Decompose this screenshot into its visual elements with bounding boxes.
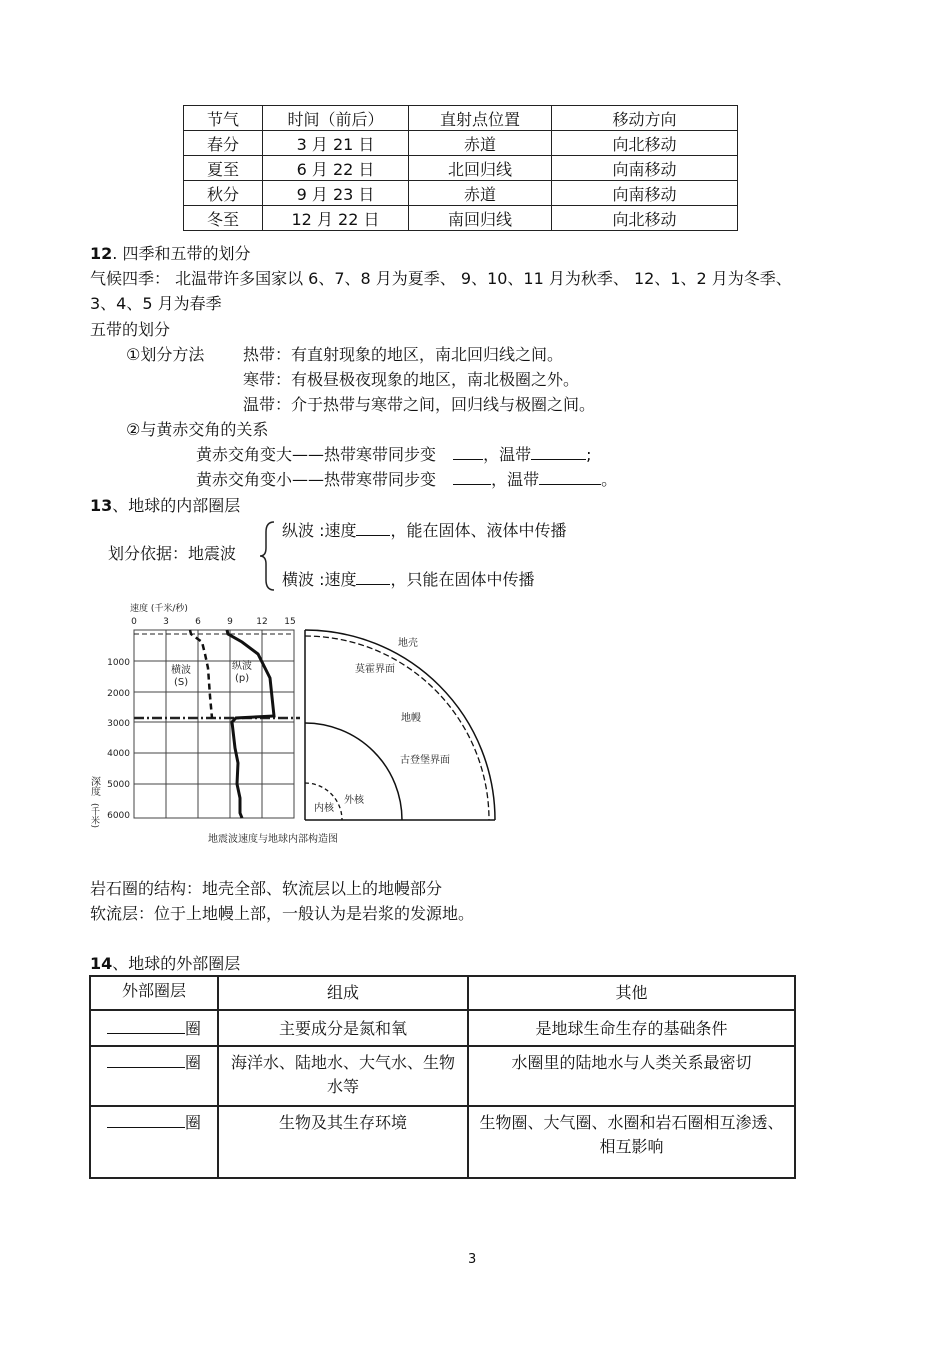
lithosphere-text: 岩石圈的结构：地壳全部、软流层以上的地幔部分 xyxy=(90,879,443,898)
y-tick-label: 5000 xyxy=(107,780,130,790)
sphere-suffix: 圈 xyxy=(184,1113,201,1132)
seismic-wave-figure xyxy=(90,598,510,848)
moho-label: 莫霍界面 xyxy=(355,664,395,675)
x-tick-label: 15 xyxy=(284,617,296,627)
table-cell: 3 月 21 日 xyxy=(263,131,409,156)
section-13-heading xyxy=(90,494,240,518)
outer-core-label: 外核 xyxy=(344,795,364,806)
section-number: 12 xyxy=(90,244,113,263)
table-cell: 海洋水、陆地水、大气水、生物水等 xyxy=(218,1046,468,1106)
earth-structure-diagram xyxy=(305,630,495,820)
answer-blank[interactable] xyxy=(356,570,390,585)
x-tick-label: 9 xyxy=(227,617,233,627)
table-cell: 9 月 23 日 xyxy=(263,181,409,206)
section-number: 13 xyxy=(90,496,113,515)
punctuation: ; xyxy=(586,445,592,464)
table-row xyxy=(90,1106,795,1178)
sphere-suffix: 圈 xyxy=(184,1053,201,1072)
sphere-suffix: 圈 xyxy=(184,1019,201,1038)
y-tick-label: 6000 xyxy=(107,811,130,821)
section-title: . 四季和五带的划分 xyxy=(112,244,251,263)
p-wave-label: 纵波 xyxy=(232,661,252,672)
x-tick-label: 6 xyxy=(195,617,201,627)
table-cell xyxy=(90,1106,218,1178)
temperate-zone-text: 温带：介于热带与寒带之间，回归线与极圈之间。 xyxy=(243,395,596,414)
obliquity-text: ，温带 xyxy=(491,470,540,489)
table-cell: 春分 xyxy=(184,131,263,156)
p-wave-text: 纵波 :速度 xyxy=(282,521,357,540)
brace-icon xyxy=(258,520,278,592)
s-wave-label: 横波 xyxy=(171,665,191,676)
gutenberg-label: 古登堡界面 xyxy=(400,755,450,766)
obliquity-increase-line xyxy=(196,443,592,467)
x-tick-label: 12 xyxy=(256,617,268,627)
obliquity-text: ，温带 xyxy=(483,445,532,464)
answer-blank[interactable] xyxy=(107,1017,185,1034)
p-wave-text: ，能在固体、液体中传播 xyxy=(390,521,567,540)
header-cell: 其他 xyxy=(468,976,795,1010)
table-row xyxy=(90,1046,795,1106)
y-tick-label: 1000 xyxy=(107,658,130,668)
table-row xyxy=(184,131,738,156)
table-cell: 南回归线 xyxy=(409,206,552,231)
table-cell: 主要成分是氮和氧 xyxy=(218,1010,468,1046)
header-cell: 移动方向 xyxy=(552,106,738,131)
header-cell: 时间（前后） xyxy=(263,106,409,131)
mantle-label: 地幔 xyxy=(401,713,421,724)
header-cell: 直射点位置 xyxy=(409,106,552,131)
relation-title: ②与黄赤交角的关系 xyxy=(126,420,269,439)
table-cell xyxy=(90,1046,218,1106)
section-12-heading xyxy=(90,242,250,266)
table-cell xyxy=(90,1010,218,1046)
table-cell: 生物及其生存环境 xyxy=(218,1106,468,1178)
section-title: 、地球的外部圈层 xyxy=(112,954,241,973)
s-wave-text: ，只能在固体中传播 xyxy=(390,570,535,589)
obliquity-text: 黄赤交角变大——热带寒带同步变 xyxy=(196,445,437,464)
table-cell: 水圈里的陆地水与人类关系最密切 xyxy=(468,1046,795,1106)
table-cell: 赤道 xyxy=(409,131,552,156)
table-cell: 向北移动 xyxy=(552,131,738,156)
table-cell: 向北移动 xyxy=(552,206,738,231)
tropic-zone-text: 热带：有直射现象的地区，南北回归线之间。 xyxy=(243,345,564,364)
header-cell: 外部圈层 xyxy=(90,976,218,1010)
depth-unit-label: (千米) xyxy=(89,803,99,829)
depth-axis-label: 深度 xyxy=(88,776,100,796)
seasons-text-cont: 3、4、5 月为春季 xyxy=(90,294,222,313)
external-spheres-table xyxy=(89,975,796,1179)
answer-blank[interactable] xyxy=(107,1111,185,1128)
answer-blank[interactable] xyxy=(531,445,586,460)
x-tick-label: 0 xyxy=(131,617,137,627)
table-row xyxy=(184,181,738,206)
punctuation: 。 xyxy=(601,470,618,489)
table-cell: 12 月 22 日 xyxy=(263,206,409,231)
y-tick-label: 2000 xyxy=(107,689,130,699)
p-wave-line xyxy=(282,519,567,543)
answer-blank[interactable] xyxy=(453,445,483,460)
table-cell: 赤道 xyxy=(409,181,552,206)
page-number: 3 xyxy=(468,1252,477,1267)
table-cell: 向南移动 xyxy=(552,181,738,206)
method-label: ①划分方法 xyxy=(126,345,205,364)
figure-caption: 地震波速度与地球内部构造图 xyxy=(208,834,338,845)
chart-grid xyxy=(134,630,294,818)
p-wave-curve xyxy=(227,630,274,818)
y-tick-label: 3000 xyxy=(107,719,130,729)
answer-blank[interactable] xyxy=(356,521,390,536)
table-cell: 向南移动 xyxy=(552,156,738,181)
obliquity-text: 黄赤交角变小——热带寒带同步变 xyxy=(196,470,437,489)
seasons-text: 气候四季： 北温带许多国家以 6、7、8 月为夏季、 9、10、11 月为秋季、 12、1、2 月为冬季、 xyxy=(90,269,792,288)
table-cell: 夏至 xyxy=(184,156,263,181)
frigid-zone-text: 寒带：有极昼极夜现象的地区，南北极圈之外。 xyxy=(243,370,580,389)
header-cell: 节气 xyxy=(184,106,263,131)
table-cell: 秋分 xyxy=(184,181,263,206)
section-14-heading xyxy=(90,952,240,976)
table-row xyxy=(184,206,738,231)
table-cell: 冬至 xyxy=(184,206,263,231)
obliquity-decrease-line xyxy=(196,468,617,492)
solar-terms-table xyxy=(183,105,738,231)
asthenosphere-text: 软流层：位于上地幔上部，一般认为是岩浆的发源地。 xyxy=(90,904,475,923)
table-cell: 是地球生命生存的基础条件 xyxy=(468,1010,795,1046)
s-wave-symbol: (S) xyxy=(174,677,189,688)
answer-blank[interactable] xyxy=(107,1051,185,1068)
table-header-row xyxy=(184,106,738,131)
table-header-row xyxy=(90,976,795,1010)
s-wave-curve xyxy=(190,630,212,718)
section-title: 、地球的内部圈层 xyxy=(112,496,241,515)
speed-axis-label: 速度 (千米/秒) xyxy=(130,604,188,614)
division-basis: 划分依据：地震波 xyxy=(108,544,237,563)
inner-core-label: 内核 xyxy=(314,803,334,814)
header-cell: 组成 xyxy=(218,976,468,1010)
crust-label: 地壳 xyxy=(398,638,418,649)
section-number: 14 xyxy=(90,954,113,973)
y-tick-label: 4000 xyxy=(107,749,130,759)
table-cell: 6 月 22 日 xyxy=(263,156,409,181)
table-cell: 生物圈、大气圈、水圈和岩石圈相互渗透、相互影响 xyxy=(468,1106,795,1178)
table-row xyxy=(90,1010,795,1046)
table-cell: 北回归线 xyxy=(409,156,552,181)
s-wave-line xyxy=(282,568,535,592)
answer-blank[interactable] xyxy=(539,470,601,485)
answer-blank[interactable] xyxy=(453,470,491,485)
s-wave-text: 横波 :速度 xyxy=(282,570,357,589)
p-wave-symbol: (p) xyxy=(235,673,250,684)
table-row xyxy=(184,156,738,181)
x-tick-label: 3 xyxy=(163,617,169,627)
zones-title: 五带的划分 xyxy=(90,320,171,339)
